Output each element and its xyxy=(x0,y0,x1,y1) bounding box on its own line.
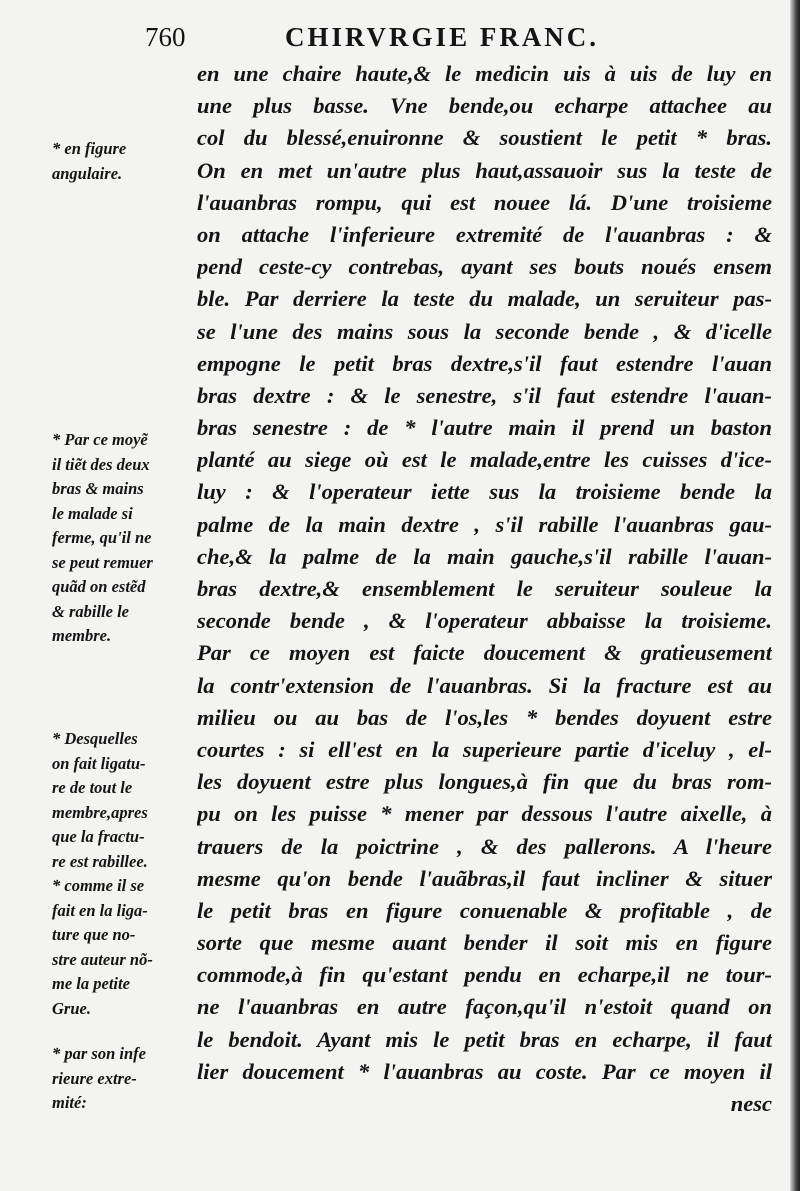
text-line: mesme qu'on bende l'auãbras,il faut incliner & situer xyxy=(197,865,772,891)
text-line: ne l'auanbras en autre façon,qu'il n'estoit quand on xyxy=(197,994,772,1020)
margin-note-line: quãd on estẽd xyxy=(52,577,146,596)
text-line: col du blessé,enuironne & soustient le petit * bras. xyxy=(197,125,772,151)
text-line: on attache l'inferieure extremité de l'auanbras : & xyxy=(197,221,772,247)
margin-note-line: re de tout le xyxy=(52,778,133,797)
running-title: CHIRVRGIE FRANC. xyxy=(285,22,600,52)
main-text-column xyxy=(197,58,772,1120)
margin-note-line: * comme il se xyxy=(52,876,145,895)
text-line: courtes : si ell'est en la superieure partie d'iceluy , el- xyxy=(197,736,772,762)
text-line: trauers de la poictrine , & des pallerons. A l'heure xyxy=(197,833,772,859)
margin-note-line: ture que no- xyxy=(52,925,136,944)
text-line: ble. Par derriere la teste du malade, un seruiteur pas- xyxy=(197,286,772,312)
text-line: l'auanbras rompu, qui est nouee lá. D'une troisieme xyxy=(197,189,772,215)
margin-note xyxy=(52,428,192,649)
margin-note-line: fait en la liga- xyxy=(52,900,148,920)
page-edge-shadow xyxy=(790,0,800,1191)
margin-note-line: me la petite xyxy=(52,974,130,993)
page-header xyxy=(145,18,785,56)
text-line: la contr'extension de l'auanbras. Si la fracture est au xyxy=(197,672,772,698)
margin-note-line: * Desquelles xyxy=(52,729,138,748)
text-line: Par ce moyen est faicte doucement & gratieusement xyxy=(197,640,772,666)
text-line: lier doucement * l'auanbras au coste. Par ce moyen il xyxy=(197,1058,772,1084)
margin-note-line: se peut remuer xyxy=(52,552,153,572)
margin-note-line: * Par ce moyẽ xyxy=(52,430,148,449)
margin-note-line: angulaire. xyxy=(52,163,123,183)
margin-note-line: le malade si xyxy=(52,503,133,523)
text-line: commode,à fin qu'estant pendu en echarpe,il ne tour- xyxy=(197,962,772,988)
text-line: empogne le petit bras dextre,s'il faut estendre l'auan xyxy=(197,350,772,376)
margin-note-line: * en figure xyxy=(52,139,127,158)
margin-note-line: re est rabillee. xyxy=(52,851,148,871)
text-line: milieu ou au bas de l'os,les * bendes doyuent estre xyxy=(197,704,772,730)
margin-note-line: Grue. xyxy=(52,998,91,1018)
margin-note-line: il tiẽt des deux xyxy=(52,454,150,474)
margin-note-line: bras & mains xyxy=(52,479,144,498)
text-line: en une chaire haute,& le medicin uis à uis de luy en xyxy=(197,61,772,86)
text-line: luy : & l'operateur iette sus la troisieme bende la xyxy=(197,479,772,505)
margin-note-line: ferme, qu'il ne xyxy=(52,528,152,547)
text-line: bras senestre : de * l'autre main il prend un baston xyxy=(197,415,772,441)
text-line: les doyuent estre plus longues,à fin que du bras rom- xyxy=(197,769,772,795)
margin-note xyxy=(52,1042,192,1116)
margin-note-line: on fait ligatu- xyxy=(52,753,146,773)
margin-note-line: membre,apres xyxy=(52,802,148,822)
text-line: che,& la palme de la main gauche,s'il rabille l'auan- xyxy=(197,543,772,569)
margin-note-line: que la fractu- xyxy=(52,827,145,846)
margin-note-line: * par son infe xyxy=(52,1044,146,1063)
text-line: pend ceste-cy contrebas, ayant ses bouts noués ensem xyxy=(197,254,772,280)
text-line: le bendoit. Ayant mis le petit bras en echarpe, il faut xyxy=(197,1026,772,1052)
text-line: On en met un'autre plus haut,assauoir sus la teste de xyxy=(197,157,772,183)
text-line: bras dextre,& ensemblement le seruiteur souleue la xyxy=(197,576,772,601)
margin-note xyxy=(52,137,192,186)
text-line: palme de la main dextre , s'il rabille l'auanbras gau- xyxy=(197,511,772,537)
text-line: une plus basse. Vne bende,ou echarpe attachee au xyxy=(197,93,772,119)
text-line: sorte que mesme auant bender il soit mis en figure xyxy=(197,930,772,956)
page-number: 760 xyxy=(145,22,186,52)
text-line: se l'une des mains sous la seconde bende , & d'icelle xyxy=(197,318,772,344)
text-line: nesc xyxy=(730,1091,772,1116)
text-line: bras dextre : & le senestre, s'il faut estendre l'auan- xyxy=(197,382,772,408)
text-line: seconde bende , & l'operateur abbaisse la troisieme. xyxy=(197,608,772,634)
margin-note-line: membre. xyxy=(52,626,112,645)
margin-note-line: stre auteur nõ- xyxy=(52,949,153,969)
text-line: planté au siege où est le malade,entre les cuisses d'ice- xyxy=(197,447,772,473)
margin-note xyxy=(52,727,192,1021)
margin-note-line: & rabille le xyxy=(52,601,129,621)
text-line: le petit bras en figure conuenable & profitable , de xyxy=(197,897,772,923)
margin-note-line: mité: xyxy=(52,1093,87,1112)
text-line: pu on les puisse * mener par dessous l'autre aixelle, à xyxy=(197,801,772,827)
margin-note-line: rieure extre- xyxy=(52,1068,137,1088)
